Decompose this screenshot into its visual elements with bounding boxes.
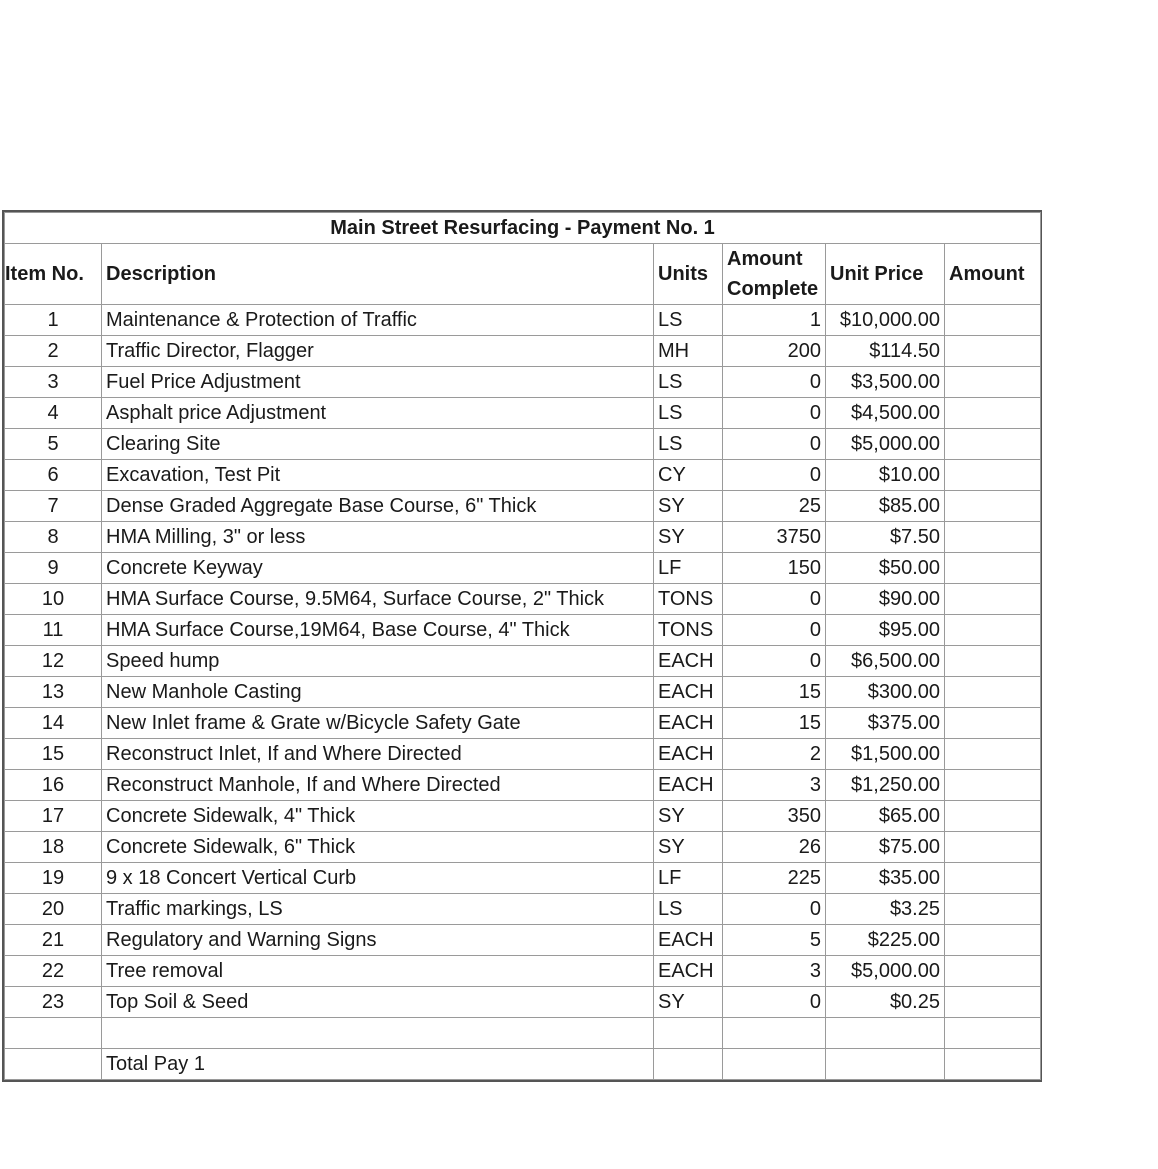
table-row xyxy=(5,708,1041,739)
table-row xyxy=(5,553,1041,584)
cell-unit-price: $300.00 xyxy=(826,677,945,708)
cell-amount xyxy=(945,336,1041,367)
cell-description: Tree removal xyxy=(102,956,654,987)
cell-units: EACH xyxy=(654,956,723,987)
cell-item: 18 xyxy=(5,832,102,863)
sheet-title: Main Street Resurfacing - Payment No. 1 xyxy=(5,213,1041,244)
cell-complete: 200 xyxy=(723,336,826,367)
cell-complete: 0 xyxy=(723,646,826,677)
table-row xyxy=(5,429,1041,460)
table-row xyxy=(5,398,1041,429)
cell-description: Clearing Site xyxy=(102,429,654,460)
cell-unit-price: $5,000.00 xyxy=(826,956,945,987)
cell-description: HMA Surface Course, 9.5M64, Surface Course, 2" Thick xyxy=(102,584,654,615)
table-row xyxy=(5,801,1041,832)
cell-unit-price: $3.25 xyxy=(826,894,945,925)
table-row xyxy=(5,677,1041,708)
cell-unit-price: $6,500.00 xyxy=(826,646,945,677)
cell-unit-price: $10,000.00 xyxy=(826,305,945,336)
cell-description: Traffic Director, Flagger xyxy=(102,336,654,367)
table-row xyxy=(5,305,1041,336)
cell-item: 10 xyxy=(5,584,102,615)
cell-complete: 0 xyxy=(723,615,826,646)
cell-unit-price: $114.50 xyxy=(826,336,945,367)
table-row xyxy=(5,615,1041,646)
cell-amount xyxy=(945,522,1041,553)
cell-item: 16 xyxy=(5,770,102,801)
cell-complete: 2 xyxy=(723,739,826,770)
cell-amount xyxy=(945,460,1041,491)
cell-complete: 150 xyxy=(723,553,826,584)
cell-description: Fuel Price Adjustment xyxy=(102,367,654,398)
cell-unit-price: $35.00 xyxy=(826,863,945,894)
cell-unit-price: $1,250.00 xyxy=(826,770,945,801)
cell-unit-price: $75.00 xyxy=(826,832,945,863)
header-row xyxy=(5,244,1041,305)
cell-complete: 0 xyxy=(723,894,826,925)
cell-amount xyxy=(945,832,1041,863)
cell-units: SY xyxy=(654,832,723,863)
cell-description: Maintenance & Protection of Traffic xyxy=(102,305,654,336)
cell-amount xyxy=(945,894,1041,925)
cell-complete: 25 xyxy=(723,491,826,522)
cell-amount xyxy=(945,708,1041,739)
cell-description: HMA Milling, 3" or less xyxy=(102,522,654,553)
cell-description: Reconstruct Manhole, If and Where Directed xyxy=(102,770,654,801)
cell-amount xyxy=(945,398,1041,429)
cell-units: LS xyxy=(654,429,723,460)
cell-complete: 3 xyxy=(723,956,826,987)
cell-unit-price: $7.50 xyxy=(826,522,945,553)
table-row xyxy=(5,770,1041,801)
cell-complete: 3750 xyxy=(723,522,826,553)
cell-complete: 0 xyxy=(723,367,826,398)
cell-units: LF xyxy=(654,553,723,584)
cell-units: TONS xyxy=(654,615,723,646)
cell-units: LS xyxy=(654,398,723,429)
table-row xyxy=(5,925,1041,956)
cell-item: 5 xyxy=(5,429,102,460)
header-amount-complete xyxy=(723,244,826,305)
cell-item: 8 xyxy=(5,522,102,553)
cell-item: 12 xyxy=(5,646,102,677)
cell-units: LS xyxy=(654,894,723,925)
cell-item: 13 xyxy=(5,677,102,708)
cell-complete: 0 xyxy=(723,398,826,429)
cell-amount xyxy=(945,801,1041,832)
cell-units: LS xyxy=(654,367,723,398)
header-amount-complete-line1: Amount xyxy=(727,248,803,270)
table-row xyxy=(5,522,1041,553)
cell-description: Asphalt price Adjustment xyxy=(102,398,654,429)
table-row xyxy=(5,863,1041,894)
cell-amount xyxy=(945,987,1041,1018)
cell-description: Regulatory and Warning Signs xyxy=(102,925,654,956)
cell-description: Concrete Keyway xyxy=(102,553,654,584)
cell-description: Speed hump xyxy=(102,646,654,677)
cell-units: SY xyxy=(654,987,723,1018)
cell-complete: 225 xyxy=(723,863,826,894)
cell-complete: 0 xyxy=(723,429,826,460)
cell-item: 23 xyxy=(5,987,102,1018)
cell-amount xyxy=(945,646,1041,677)
cell-unit-price: $5,000.00 xyxy=(826,429,945,460)
payment-sheet xyxy=(2,210,1042,1082)
cell-description: New Manhole Casting xyxy=(102,677,654,708)
cell-units: SY xyxy=(654,801,723,832)
cell-unit-price: $4,500.00 xyxy=(826,398,945,429)
cell-amount xyxy=(945,429,1041,460)
cell-item: 19 xyxy=(5,863,102,894)
header-units: Units xyxy=(654,244,723,305)
cell-units: EACH xyxy=(654,925,723,956)
cell-amount xyxy=(945,739,1041,770)
cell-amount xyxy=(945,491,1041,522)
cell-item: 17 xyxy=(5,801,102,832)
cell-units: CY xyxy=(654,460,723,491)
table-row xyxy=(5,832,1041,863)
payment-table xyxy=(4,212,1041,1080)
table-row xyxy=(5,367,1041,398)
cell-unit-price: $3,500.00 xyxy=(826,367,945,398)
cell-amount xyxy=(945,770,1041,801)
cell-unit-price: $95.00 xyxy=(826,615,945,646)
cell-unit-price: $225.00 xyxy=(826,925,945,956)
table-row xyxy=(5,491,1041,522)
cell-unit-price: $375.00 xyxy=(826,708,945,739)
cell-complete: 3 xyxy=(723,770,826,801)
table-row xyxy=(5,584,1041,615)
cell-units: EACH xyxy=(654,646,723,677)
cell-units: LF xyxy=(654,863,723,894)
cell-description: Concrete Sidewalk, 6" Thick xyxy=(102,832,654,863)
cell-complete: 15 xyxy=(723,708,826,739)
cell-complete: 26 xyxy=(723,832,826,863)
cell-complete: 1 xyxy=(723,305,826,336)
cell-unit-price: $90.00 xyxy=(826,584,945,615)
header-description: Description xyxy=(102,244,654,305)
cell-item: 20 xyxy=(5,894,102,925)
cell-item: 7 xyxy=(5,491,102,522)
cell-unit-price: $10.00 xyxy=(826,460,945,491)
cell-amount xyxy=(945,367,1041,398)
cell-amount xyxy=(945,863,1041,894)
cell-description: HMA Surface Course,19M64, Base Course, 4" Thick xyxy=(102,615,654,646)
table-row xyxy=(5,739,1041,770)
cell-item: 11 xyxy=(5,615,102,646)
cell-unit-price: $65.00 xyxy=(826,801,945,832)
header-amount: Amount xyxy=(945,244,1041,305)
cell-complete: 0 xyxy=(723,987,826,1018)
cell-units: SY xyxy=(654,491,723,522)
cell-units: MH xyxy=(654,336,723,367)
total-row xyxy=(5,1049,1041,1080)
cell-amount xyxy=(945,677,1041,708)
cell-item: 9 xyxy=(5,553,102,584)
cell-item: 1 xyxy=(5,305,102,336)
cell-item: 6 xyxy=(5,460,102,491)
cell-item: 2 xyxy=(5,336,102,367)
cell-description: Excavation, Test Pit xyxy=(102,460,654,491)
cell-amount xyxy=(945,956,1041,987)
header-item-no: Item No. xyxy=(5,244,102,305)
cell-units: TONS xyxy=(654,584,723,615)
cell-complete: 350 xyxy=(723,801,826,832)
table-row xyxy=(5,646,1041,677)
table-row xyxy=(5,336,1041,367)
cell-complete: 0 xyxy=(723,584,826,615)
header-amount-complete-line2: Complete xyxy=(727,278,819,300)
cell-amount xyxy=(945,305,1041,336)
cell-item: 4 xyxy=(5,398,102,429)
cell-units: SY xyxy=(654,522,723,553)
cell-unit-price: $1,500.00 xyxy=(826,739,945,770)
cell-description: New Inlet frame & Grate w/Bicycle Safety Gate xyxy=(102,708,654,739)
table-row xyxy=(5,987,1041,1018)
blank-row xyxy=(5,1018,1041,1049)
table-row xyxy=(5,460,1041,491)
cell-unit-price: $0.25 xyxy=(826,987,945,1018)
cell-description: Traffic markings, LS xyxy=(102,894,654,925)
cell-amount xyxy=(945,615,1041,646)
cell-amount xyxy=(945,925,1041,956)
cell-item: 3 xyxy=(5,367,102,398)
cell-item: 14 xyxy=(5,708,102,739)
cell-units: EACH xyxy=(654,770,723,801)
cell-item: 15 xyxy=(5,739,102,770)
cell-unit-price: $50.00 xyxy=(826,553,945,584)
header-unit-price: Unit Price xyxy=(826,244,945,305)
cell-units: EACH xyxy=(654,677,723,708)
cell-amount xyxy=(945,553,1041,584)
cell-description: Concrete Sidewalk, 4" Thick xyxy=(102,801,654,832)
cell-complete: 5 xyxy=(723,925,826,956)
cell-description: Dense Graded Aggregate Base Course, 6" Thick xyxy=(102,491,654,522)
cell-item: 21 xyxy=(5,925,102,956)
cell-amount xyxy=(945,584,1041,615)
total-label: Total Pay 1 xyxy=(102,1049,654,1080)
cell-units: LS xyxy=(654,305,723,336)
cell-description: 9 x 18 Concert Vertical Curb xyxy=(102,863,654,894)
table-row xyxy=(5,956,1041,987)
cell-description: Top Soil & Seed xyxy=(102,987,654,1018)
cell-item: 22 xyxy=(5,956,102,987)
table-row xyxy=(5,894,1041,925)
cell-units: EACH xyxy=(654,739,723,770)
cell-complete: 15 xyxy=(723,677,826,708)
cell-unit-price: $85.00 xyxy=(826,491,945,522)
cell-description: Reconstruct Inlet, If and Where Directed xyxy=(102,739,654,770)
cell-units: EACH xyxy=(654,708,723,739)
cell-complete: 0 xyxy=(723,460,826,491)
